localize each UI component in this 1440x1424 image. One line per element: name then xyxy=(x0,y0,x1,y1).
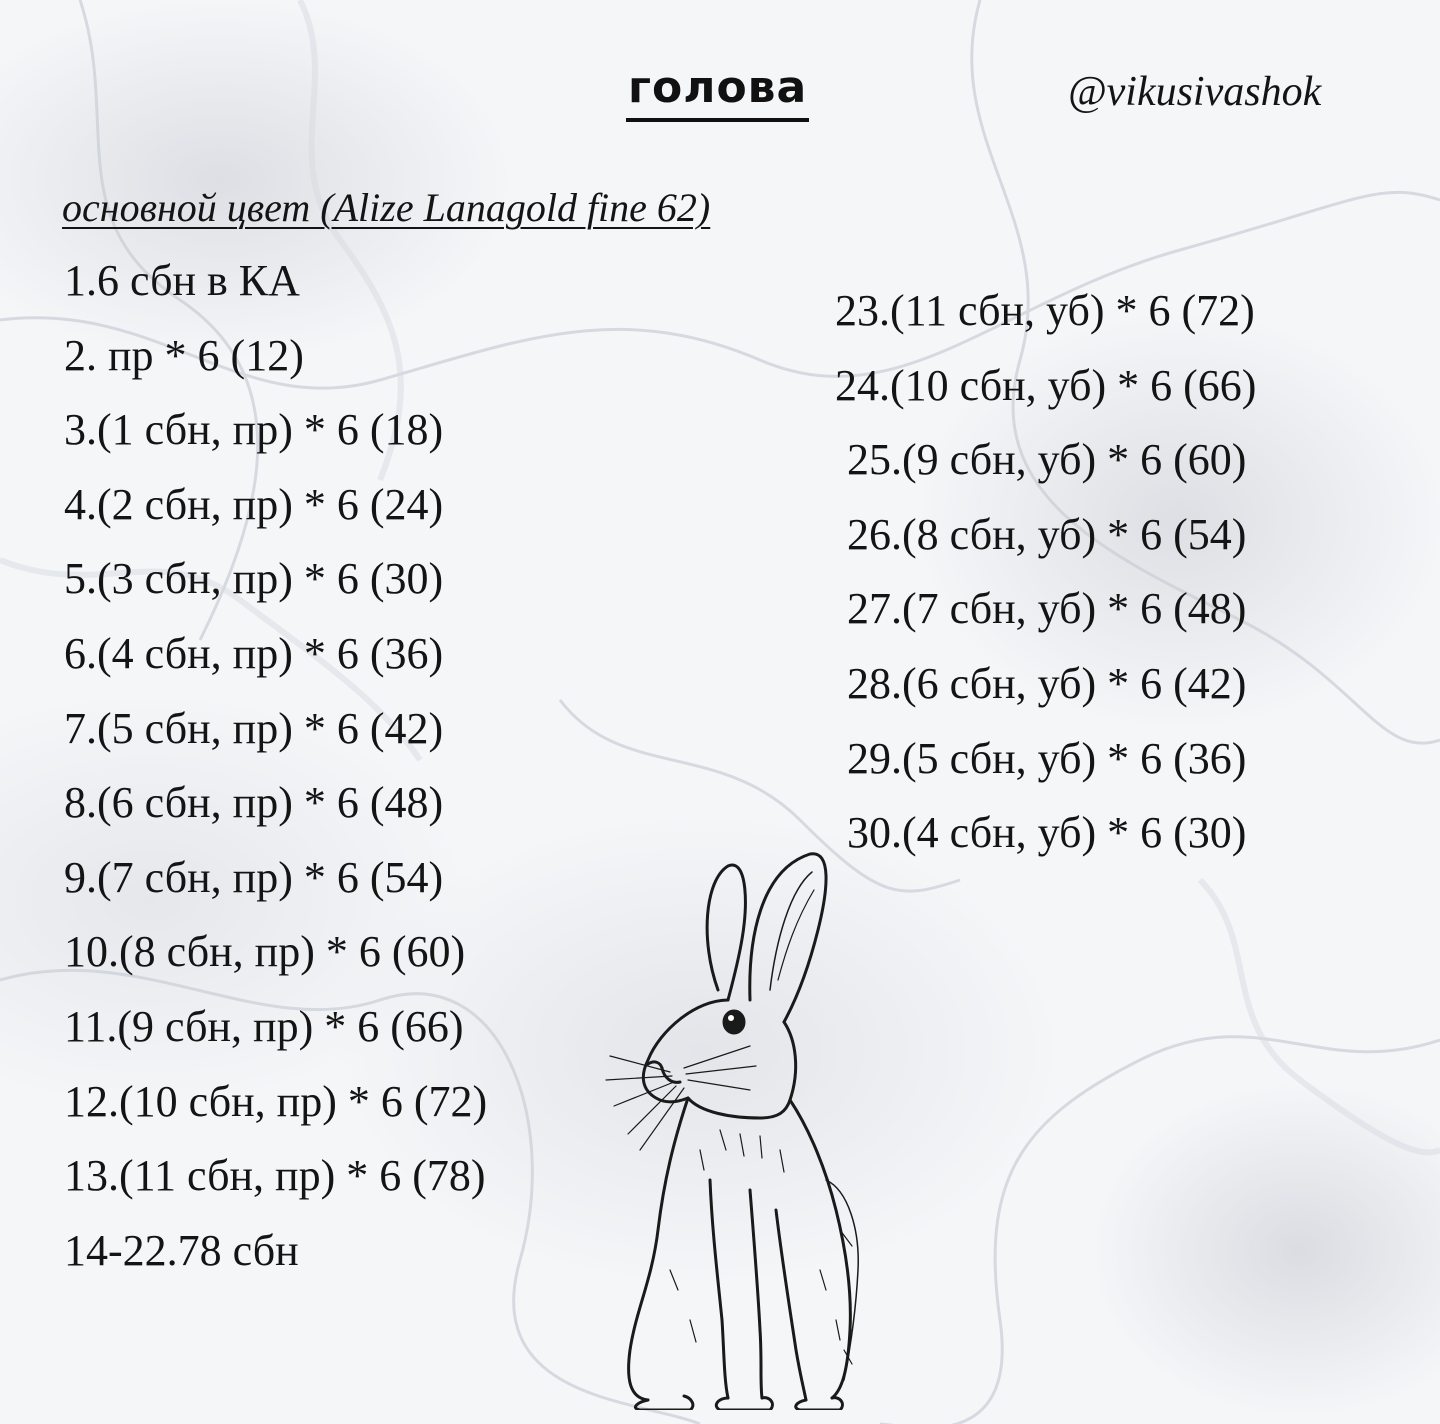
pattern-row: 28.(6 сбн, уб) * 6 (42) xyxy=(847,658,1247,708)
pattern-row: 29.(5 сбн, уб) * 6 (36) xyxy=(847,733,1247,783)
pattern-row: 7.(5 сбн, пр) * 6 (42) xyxy=(64,703,444,753)
pattern-row: 10.(8 сбн, пр) * 6 (60) xyxy=(64,927,466,977)
pattern-row: 6.(4 сбн, пр) * 6 (36) xyxy=(64,628,444,678)
author-handle: @vikusivashok xyxy=(1068,69,1322,115)
pattern-row: 13.(11 сбн, пр) * 6 (78) xyxy=(64,1151,486,1201)
pattern-row: 26.(8 сбн, уб) * 6 (54) xyxy=(847,509,1247,559)
pattern-row: 1.6 сбн в КА xyxy=(64,256,300,305)
pattern-row: 23.(11 сбн, уб) * 6 (72) xyxy=(835,286,1255,335)
pattern-row: 24.(10 сбн, уб) * 6 (66) xyxy=(835,360,1257,410)
pattern-row: 3.(1 сбн, пр) * 6 (18) xyxy=(64,405,444,455)
pattern-row: 4.(2 сбн, пр) * 6 (24) xyxy=(64,479,444,529)
yarn-subtitle: основной цвет (Alize Lanagold fine 62) xyxy=(62,185,711,230)
pattern-row: 12.(10 сбн, пр) * 6 (72) xyxy=(64,1076,488,1126)
rows-right-column xyxy=(835,274,1256,871)
rows-left-column xyxy=(64,244,487,1288)
pattern-row: 2. пр * 6 (12) xyxy=(64,330,304,380)
pattern-row: 11.(9 сбн, пр) * 6 (66) xyxy=(64,1001,464,1051)
rabbit-illustration xyxy=(600,850,880,1410)
pattern-row: 8.(6 сбн, пр) * 6 (48) xyxy=(64,778,444,828)
page-title: голова xyxy=(626,62,809,122)
pattern-row: 5.(3 сбн, пр) * 6 (30) xyxy=(64,554,444,604)
pattern-row: 9.(7 сбн, пр) * 6 (54) xyxy=(64,852,444,902)
pattern-row: 14-22.78 сбн xyxy=(64,1225,299,1275)
pattern-row: 25.(9 сбн, уб) * 6 (60) xyxy=(847,435,1247,485)
pattern-row: 27.(7 сбн, уб) * 6 (48) xyxy=(847,584,1247,634)
pattern-row: 30.(4 сбн, уб) * 6 (30) xyxy=(847,808,1247,858)
